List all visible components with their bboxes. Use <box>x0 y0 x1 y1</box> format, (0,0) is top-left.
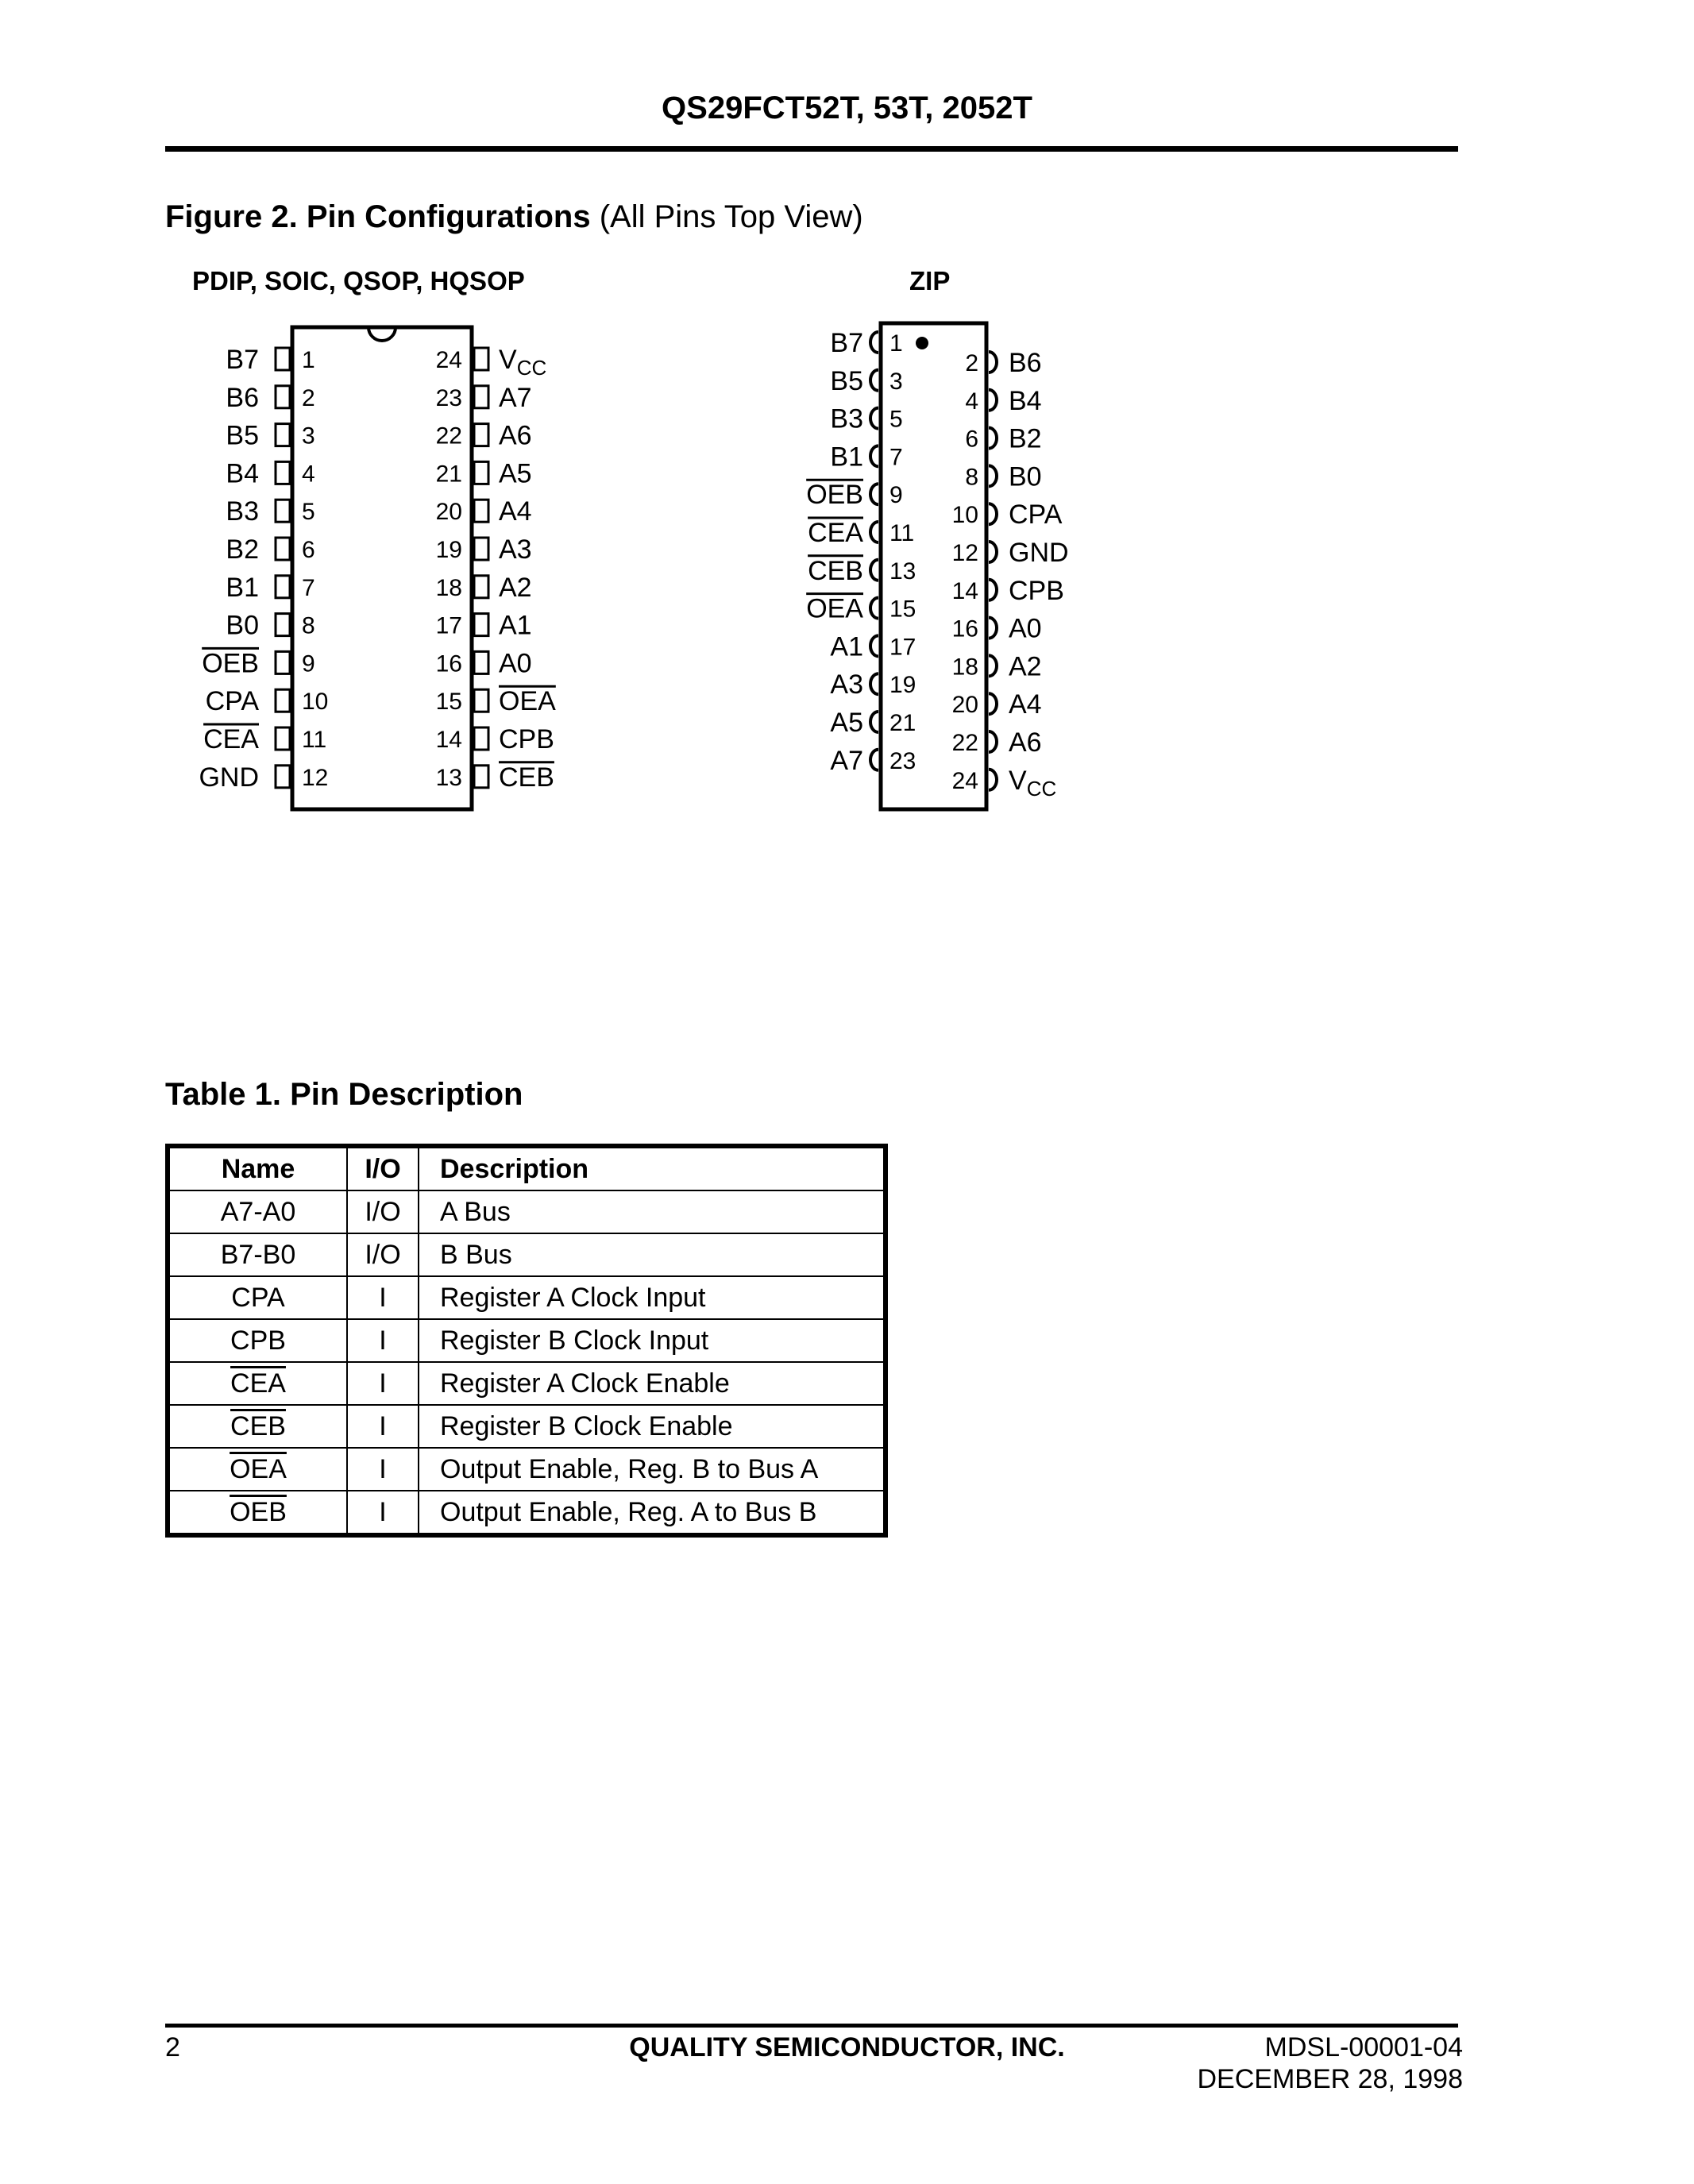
figure.dip.right_pins-pin-name: CEB <box>499 762 554 793</box>
figure.dip.right_pins-pin-number: 20 <box>435 499 462 526</box>
figure.dip.left_pins-pin-name: B7 <box>226 345 259 375</box>
table-body <box>168 1190 886 1535</box>
cell-io: I <box>347 1491 419 1535</box>
figure.dip.right_pins-pin-name: A3 <box>499 534 532 565</box>
zip-pin-lead <box>870 446 878 466</box>
zip-pin-lead <box>989 770 997 790</box>
figure.dip.right_pins-pin-number: 24 <box>435 347 462 373</box>
zip-pin-lead <box>870 332 878 353</box>
footer-page-number: 2 <box>165 2032 180 2062</box>
header-description: Description <box>419 1146 886 1190</box>
zip-right-pin <box>952 614 1042 644</box>
table-row <box>168 1233 886 1276</box>
cell-io: I <box>347 1405 419 1448</box>
pin-name-text: $\overline{CEB}$ <box>230 1410 286 1441</box>
figure.dip.right_pins-pin-number: 23 <box>435 384 462 411</box>
figure.zip.right_pins-pin-name: B0 <box>1009 461 1042 492</box>
figure.dip.left_pins-pin-number: 10 <box>302 689 329 716</box>
zip-pin-lead <box>989 352 997 372</box>
zip-pin-lead <box>870 635 878 656</box>
figure.zip.right_pins-pin-number: 16 <box>951 615 978 642</box>
zip-package-label: ZIP <box>909 266 951 295</box>
cell-description: Output Enable, Reg. B to Bus A <box>419 1448 886 1491</box>
cell-pin-name <box>168 1491 347 1535</box>
figure-title-plain: (All Pins Top View) <box>590 199 863 234</box>
figure.zip.right_pins-pin-number: 2 <box>965 350 978 376</box>
figure.zip.left_pins-pin-name: OEB <box>806 480 863 511</box>
figure.zip.left_pins-pin-name: A5 <box>830 708 863 738</box>
figure.zip.right_pins-pin-name: GND <box>1009 538 1069 568</box>
footer-date: DECEMBER 28, 1998 <box>1197 2064 1463 2094</box>
zip-right-pin <box>952 727 1042 758</box>
zip-pin-lead <box>870 408 878 429</box>
cell-io: I/O <box>347 1233 419 1276</box>
zip-pin1-marker <box>916 337 928 349</box>
zip-right-pin <box>952 576 1064 606</box>
figure.zip.right_pins-pin-number: 12 <box>951 540 978 566</box>
figure.dip.right_pins-pin-name: A6 <box>499 420 532 451</box>
cell-description: Register B Clock Enable <box>419 1405 886 1448</box>
table-row <box>168 1276 886 1319</box>
zip-right-pin <box>952 500 1063 530</box>
figure.dip.left_pins-pin-number: 1 <box>302 347 315 373</box>
figure.zip.right_pins-pin-number: 14 <box>951 577 978 604</box>
table-row <box>168 1362 886 1405</box>
figure.dip.left_pins-pin-name: CEA <box>203 724 259 754</box>
cell-description: B Bus <box>419 1233 886 1276</box>
pin-name-text: CPB <box>230 1325 286 1356</box>
pin-name-text: B7-B0 <box>220 1239 296 1270</box>
figure.zip.left_pins-pin-number: 5 <box>889 406 903 433</box>
table-row <box>168 1491 886 1535</box>
footer-company: QUALITY SEMICONDUCTOR, INC. <box>629 2032 1065 2062</box>
figure.dip.right_pins-pin-number: 19 <box>435 537 462 563</box>
dip-package-label: PDIP, SOIC, QSOP, HQSOP <box>192 266 525 295</box>
figure.dip.left_pins-pin-name: B2 <box>226 534 259 565</box>
figure.zip.left_pins-pin-number: 21 <box>889 710 916 736</box>
figure.dip.left_pins-pin-name: GND <box>199 762 259 793</box>
zip-right-pin <box>952 689 1042 720</box>
figure.dip.right_pins-pin-name: CPB <box>499 724 554 754</box>
zip-left-pins <box>806 328 916 776</box>
zip-pin-diagram <box>0 0 1694 874</box>
zip-right-pin <box>965 424 1041 454</box>
figure.dip.left_pins-pin-number: 7 <box>302 574 315 601</box>
pin-name-text: CPA <box>231 1282 285 1313</box>
figure.dip.right_pins-pin-name: A0 <box>499 648 532 679</box>
figure-title-bold: Figure 2. Pin Configurations <box>165 199 591 234</box>
figure.zip.left_pins-pin-name: OEA <box>806 593 863 624</box>
figure.dip.right_pins-pin-number: 21 <box>435 461 462 488</box>
cell-io: I <box>347 1362 419 1405</box>
zip-left-pin <box>830 631 916 662</box>
figure.zip.left_pins-pin-name: A3 <box>830 669 863 700</box>
figure.zip.right_pins-pin-number: 24 <box>951 767 978 794</box>
zip-pin-lead <box>870 522 878 542</box>
figure.dip.right_pins-pin-name: $V_{CC}$ <box>499 345 547 380</box>
zip-left-pin <box>830 669 916 700</box>
figure.zip.right_pins-pin-name: CPA <box>1009 500 1063 531</box>
figure.zip.right_pins-pin-name: B2 <box>1009 423 1042 454</box>
figure.dip.left_pins-pin-number: 5 <box>302 499 315 526</box>
figure.zip.left_pins-pin-number: 1 <box>889 330 903 357</box>
zip-pin-lead <box>989 542 997 562</box>
figure.dip.right_pins-pin-number: 22 <box>435 423 462 450</box>
figure.dip.left_pins-pin-name: CPA <box>205 686 259 717</box>
figure.zip.right_pins-pin-number: 22 <box>951 730 978 756</box>
figure.dip.right_pins-pin-number: 15 <box>435 689 462 716</box>
table-row <box>168 1448 886 1491</box>
table-row <box>168 1319 886 1362</box>
cell-io: I/O <box>347 1190 419 1233</box>
figure.dip.left_pins-pin-number: 4 <box>302 461 315 488</box>
pin-name-text: $\overline{CEA}$ <box>230 1368 286 1399</box>
zip-left-pin <box>830 442 902 472</box>
cell-pin-name <box>168 1233 347 1276</box>
zip-pin-lead <box>989 618 997 639</box>
figure.zip.left_pins-pin-name: A1 <box>830 631 863 662</box>
figure.zip.left_pins-pin-number: 15 <box>889 596 916 623</box>
figure.dip.right_pins-pin-name: A4 <box>499 496 532 527</box>
zip-pin-lead <box>870 673 878 694</box>
cell-pin-name <box>168 1405 347 1448</box>
figure.zip.right_pins-pin-name: B6 <box>1009 348 1042 378</box>
figure.dip.left_pins-pin-number: 9 <box>302 650 315 677</box>
pin-name-text: $\overline{OEA}$ <box>230 1453 287 1484</box>
figure.dip.left_pins-pin-name: OEB <box>202 648 259 679</box>
pin-name-text: A7-A0 <box>220 1196 296 1227</box>
table-row <box>168 1190 886 1233</box>
figure.zip.left_pins-pin-name: B7 <box>830 328 863 358</box>
figure.dip.right_pins-pin-name: A1 <box>499 610 532 641</box>
figure.zip.left_pins-pin-number: 19 <box>889 672 916 699</box>
figure.zip.right_pins-pin-name: A6 <box>1009 727 1042 758</box>
figure.dip.left_pins-pin-name: B0 <box>226 610 259 641</box>
cell-description: Register A Clock Input <box>419 1276 886 1319</box>
figure.dip.right_pins-pin-name: OEA <box>499 686 556 717</box>
figure.zip.right_pins-pin-name: A0 <box>1009 613 1042 644</box>
cell-pin-name <box>168 1276 347 1319</box>
figure.dip.left_pins-pin-number: 12 <box>302 764 329 791</box>
zip-left-pin <box>806 480 903 510</box>
zip-right-pin <box>952 538 1069 568</box>
figure.dip.left_pins-pin-name: B5 <box>226 420 259 451</box>
zip-pin-lead <box>870 750 878 770</box>
figure.zip.right_pins-pin-name: $V_{CC}$ <box>1009 765 1057 801</box>
zip-left-pin <box>830 366 902 396</box>
zip-pin-lead <box>870 560 878 581</box>
figure.zip.right_pins-pin-number: 20 <box>951 692 978 719</box>
figure.dip.right_pins-pin-name: A5 <box>499 458 532 489</box>
figure.dip.right_pins-pin-name: A7 <box>499 382 532 413</box>
cell-io: I <box>347 1319 419 1362</box>
figure.dip.left_pins-pin-number: 6 <box>302 537 315 563</box>
zip-pin-lead <box>989 428 997 449</box>
figure.zip.left_pins-pin-name: B3 <box>830 403 863 434</box>
figure.zip.left_pins-pin-number: 23 <box>889 747 916 774</box>
figure.zip.left_pins-pin-name: CEA <box>808 518 863 548</box>
header-name: Name <box>168 1146 347 1190</box>
zip-pin-lead <box>870 712 878 732</box>
zip-pin-lead <box>989 731 997 752</box>
figure.zip.right_pins-pin-name: A2 <box>1009 651 1042 682</box>
figure.dip.right_pins-pin-number: 18 <box>435 574 462 601</box>
figure.zip.right_pins-pin-subscript: CC <box>1026 776 1057 801</box>
figure.zip.right_pins-pin-number: 18 <box>951 654 978 681</box>
figure.zip.right_pins-pin-number: 4 <box>965 388 978 415</box>
figure.dip.left_pins-pin-number: 8 <box>302 612 315 639</box>
zip-pin-lead <box>989 390 997 411</box>
figure.zip.left_pins-pin-name: CEB <box>808 555 863 586</box>
figure.zip.right_pins-pin-number: 6 <box>965 426 978 453</box>
cell-description: Output Enable, Reg. A to Bus B <box>419 1491 886 1535</box>
figure.dip.right_pins-pin-number: 14 <box>435 727 462 753</box>
zip-left-pin <box>830 746 916 776</box>
zip-pin-lead <box>989 580 997 600</box>
zip-right-pin <box>965 348 1041 378</box>
zip-left-pin <box>830 404 902 434</box>
footer-rule <box>165 2024 1458 2028</box>
pin-name-text: $\overline{OEB}$ <box>230 1496 287 1527</box>
figure.dip.right_pins-pin-number: 13 <box>435 764 462 791</box>
zip-pin-lead <box>989 465 997 486</box>
figure.zip.left_pins-pin-number: 3 <box>889 368 903 395</box>
cell-pin-name <box>168 1448 347 1491</box>
zip-right-pin <box>965 461 1041 492</box>
figure.zip.right_pins-pin-number: 10 <box>951 502 978 529</box>
figure.zip.left_pins-pin-number: 7 <box>889 444 903 471</box>
figure.dip.left_pins-pin-name: B4 <box>226 458 259 489</box>
figure.zip.left_pins-pin-name: A7 <box>830 745 863 776</box>
footer-doc-number: MDSL-00001-04 <box>1264 2032 1463 2062</box>
figure.dip.left_pins-pin-number: 2 <box>302 384 315 411</box>
figure.dip.right_pins-pin-name: A2 <box>499 572 532 603</box>
zip-left-pin <box>806 594 916 624</box>
pin-description-table <box>165 1144 888 1538</box>
figure.zip.left_pins-pin-number: 17 <box>889 634 916 661</box>
table-title: Table 1. Pin Description <box>165 1077 523 1112</box>
cell-description: A Bus <box>419 1190 886 1233</box>
figure.dip.right_pins-pin-subscript: CC <box>516 356 547 380</box>
cell-pin-name <box>168 1190 347 1233</box>
figure.zip.right_pins-pin-number: 8 <box>965 464 978 491</box>
figure.dip.left_pins-pin-number: 11 <box>302 727 327 753</box>
table-row <box>168 1405 886 1448</box>
figure.zip.right_pins-pin-name: A4 <box>1009 689 1042 720</box>
cell-pin-name <box>168 1319 347 1362</box>
figure.dip.right_pins-pin-number: 17 <box>435 612 462 639</box>
zip-left-pin <box>808 556 916 586</box>
cell-description: Register A Clock Enable <box>419 1362 886 1405</box>
figure.zip.right_pins-pin-name: CPB <box>1009 575 1064 606</box>
zip-pin-lead <box>989 693 997 714</box>
figure.dip.left_pins-pin-name: B3 <box>226 496 259 527</box>
zip-right-pin <box>965 386 1041 416</box>
zip-right-pins <box>952 348 1069 801</box>
cell-io: I <box>347 1448 419 1491</box>
figure.zip.left_pins-pin-name: B1 <box>830 442 863 473</box>
figure.dip.left_pins-pin-number: 3 <box>302 423 315 450</box>
zip-pin-lead <box>870 484 878 504</box>
figure.dip.left_pins-pin-name: B1 <box>226 572 259 603</box>
cell-pin-name <box>168 1362 347 1405</box>
figure.zip.right_pins-pin-name: B4 <box>1009 385 1042 416</box>
zip-left-pin <box>830 708 916 738</box>
zip-pin-lead <box>989 655 997 676</box>
cell-io: I <box>347 1276 419 1319</box>
figure.zip.left_pins-pin-number: 9 <box>889 482 903 509</box>
zip-left-pin <box>830 328 902 358</box>
header-io: I/O <box>347 1146 419 1190</box>
zip-pin-lead <box>870 598 878 619</box>
figure.dip.left_pins-pin-name: B6 <box>226 382 259 413</box>
table-header-row <box>168 1146 886 1190</box>
zip-pin-lead <box>989 504 997 524</box>
figure.zip.left_pins-pin-number: 11 <box>889 520 915 546</box>
zip-right-pin <box>952 766 1057 801</box>
document-header-title: QS29FCT52T, 53T, 2052T <box>662 91 1032 125</box>
zip-pin-lead <box>870 370 878 391</box>
figure.zip.left_pins-pin-name: B5 <box>830 365 863 396</box>
figure.dip.right_pins-pin-number: 16 <box>435 650 462 677</box>
zip-right-pin <box>952 651 1042 681</box>
cell-description: Register B Clock Input <box>419 1319 886 1362</box>
zip-left-pin <box>808 518 914 548</box>
figure.zip.left_pins-pin-number: 13 <box>889 558 916 585</box>
